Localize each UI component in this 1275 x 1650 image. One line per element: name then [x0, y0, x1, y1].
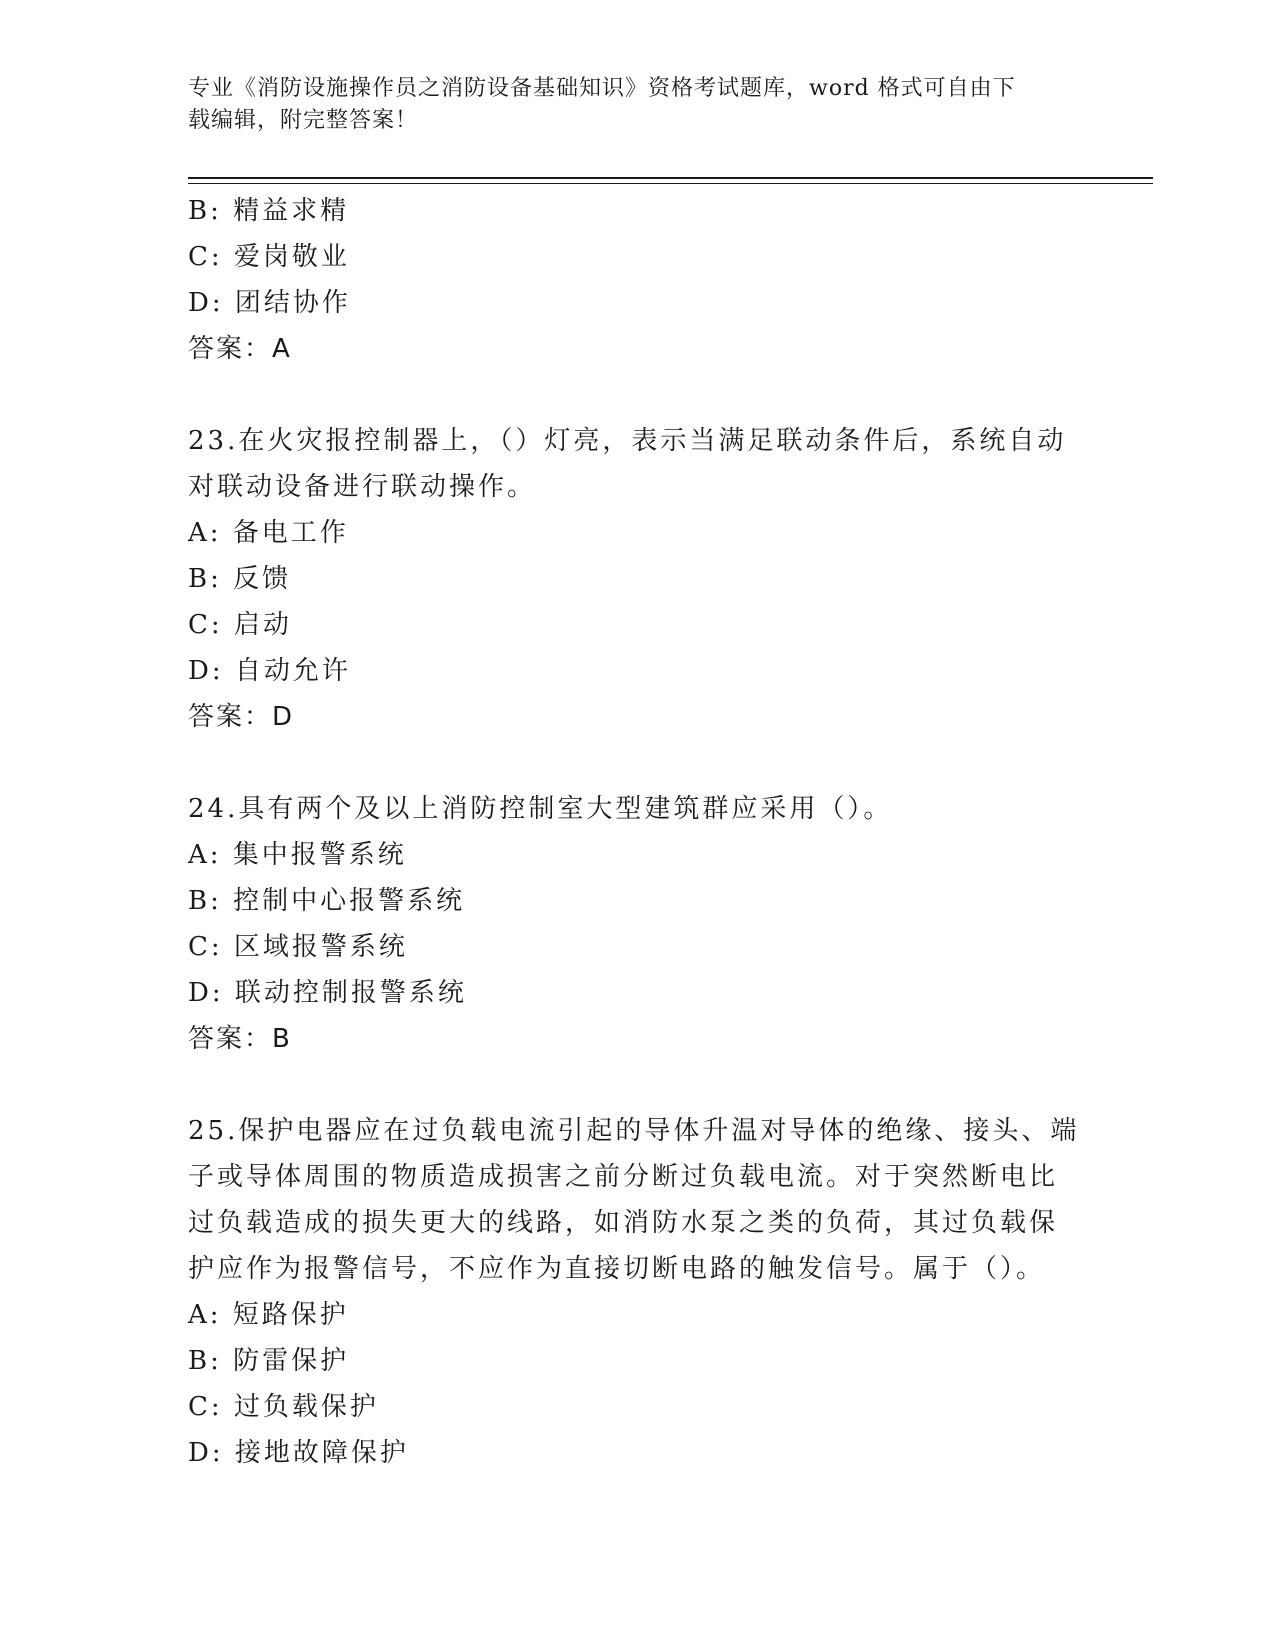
- option-c: C: 区域报警系统: [188, 932, 408, 962]
- question-text-line: 23.在火灾报控制器上，（）灯亮，表示当满足联动条件后，系统自动: [188, 426, 1067, 456]
- question-23: [188, 418, 1078, 740]
- option-b: B: 防雷保护: [188, 1346, 350, 1376]
- option-a: A: 短路保护: [188, 1300, 349, 1330]
- question-24: [188, 786, 1078, 1062]
- question-text-line: 护应作为报警信号，不应作为直接切断电路的触发信号。属于（）。: [188, 1254, 1046, 1284]
- spacer: [188, 740, 1078, 786]
- question-text-line: 25.保护电器应在过负载电流引起的导体升温对导体的绝缘、接头、端: [188, 1116, 1080, 1146]
- question-text-line: 子或导体周围的物质造成损害之前分断过负载电流。对于突然断电比: [188, 1162, 1059, 1192]
- question-22: [188, 188, 1078, 372]
- option-b: B: 反馈: [188, 564, 292, 594]
- question-text-line: 过负载造成的损失更大的线路，如消防水泵之类的负荷，其过负载保: [188, 1208, 1059, 1238]
- document-header: [188, 73, 1088, 137]
- question-list: [188, 188, 1078, 1476]
- header-divider-thin: [188, 183, 1153, 184]
- option-a: A: 备电工作: [188, 518, 349, 548]
- header-divider-thick: [188, 177, 1153, 179]
- header-line-2: 载编辑，附完整答案！: [188, 108, 419, 133]
- answer-line: 答案：A: [188, 334, 292, 364]
- question-text-line: 24.具有两个及以上消防控制室大型建筑群应采用（）。: [188, 794, 893, 824]
- option-d: D: 联动控制报警系统: [188, 978, 467, 1008]
- answer-line: 答案：B: [188, 1024, 292, 1054]
- option-a: A: 集中报警系统: [188, 840, 407, 870]
- option-b: B: 精益求精: [188, 196, 350, 226]
- option-c: C: 爱岗敬业: [188, 242, 350, 272]
- option-b: B: 控制中心报警系统: [188, 886, 466, 916]
- option-d: D: 团结协作: [188, 288, 351, 318]
- question-text-line: 对联动设备进行联动操作。: [188, 472, 537, 502]
- question-25: [188, 1108, 1078, 1476]
- header-line-1: 专业《消防设施操作员之消防设备基础知识》资格考试题库，word 格式可自由下: [188, 76, 1016, 101]
- option-c: C: 启动: [188, 610, 292, 640]
- option-d: D: 自动允许: [188, 656, 351, 686]
- answer-line: 答案：D: [188, 702, 295, 732]
- spacer: [188, 372, 1078, 418]
- spacer: [188, 1062, 1078, 1108]
- option-c: C: 过负载保护: [188, 1392, 379, 1422]
- option-d: D: 接地故障保护: [188, 1438, 409, 1468]
